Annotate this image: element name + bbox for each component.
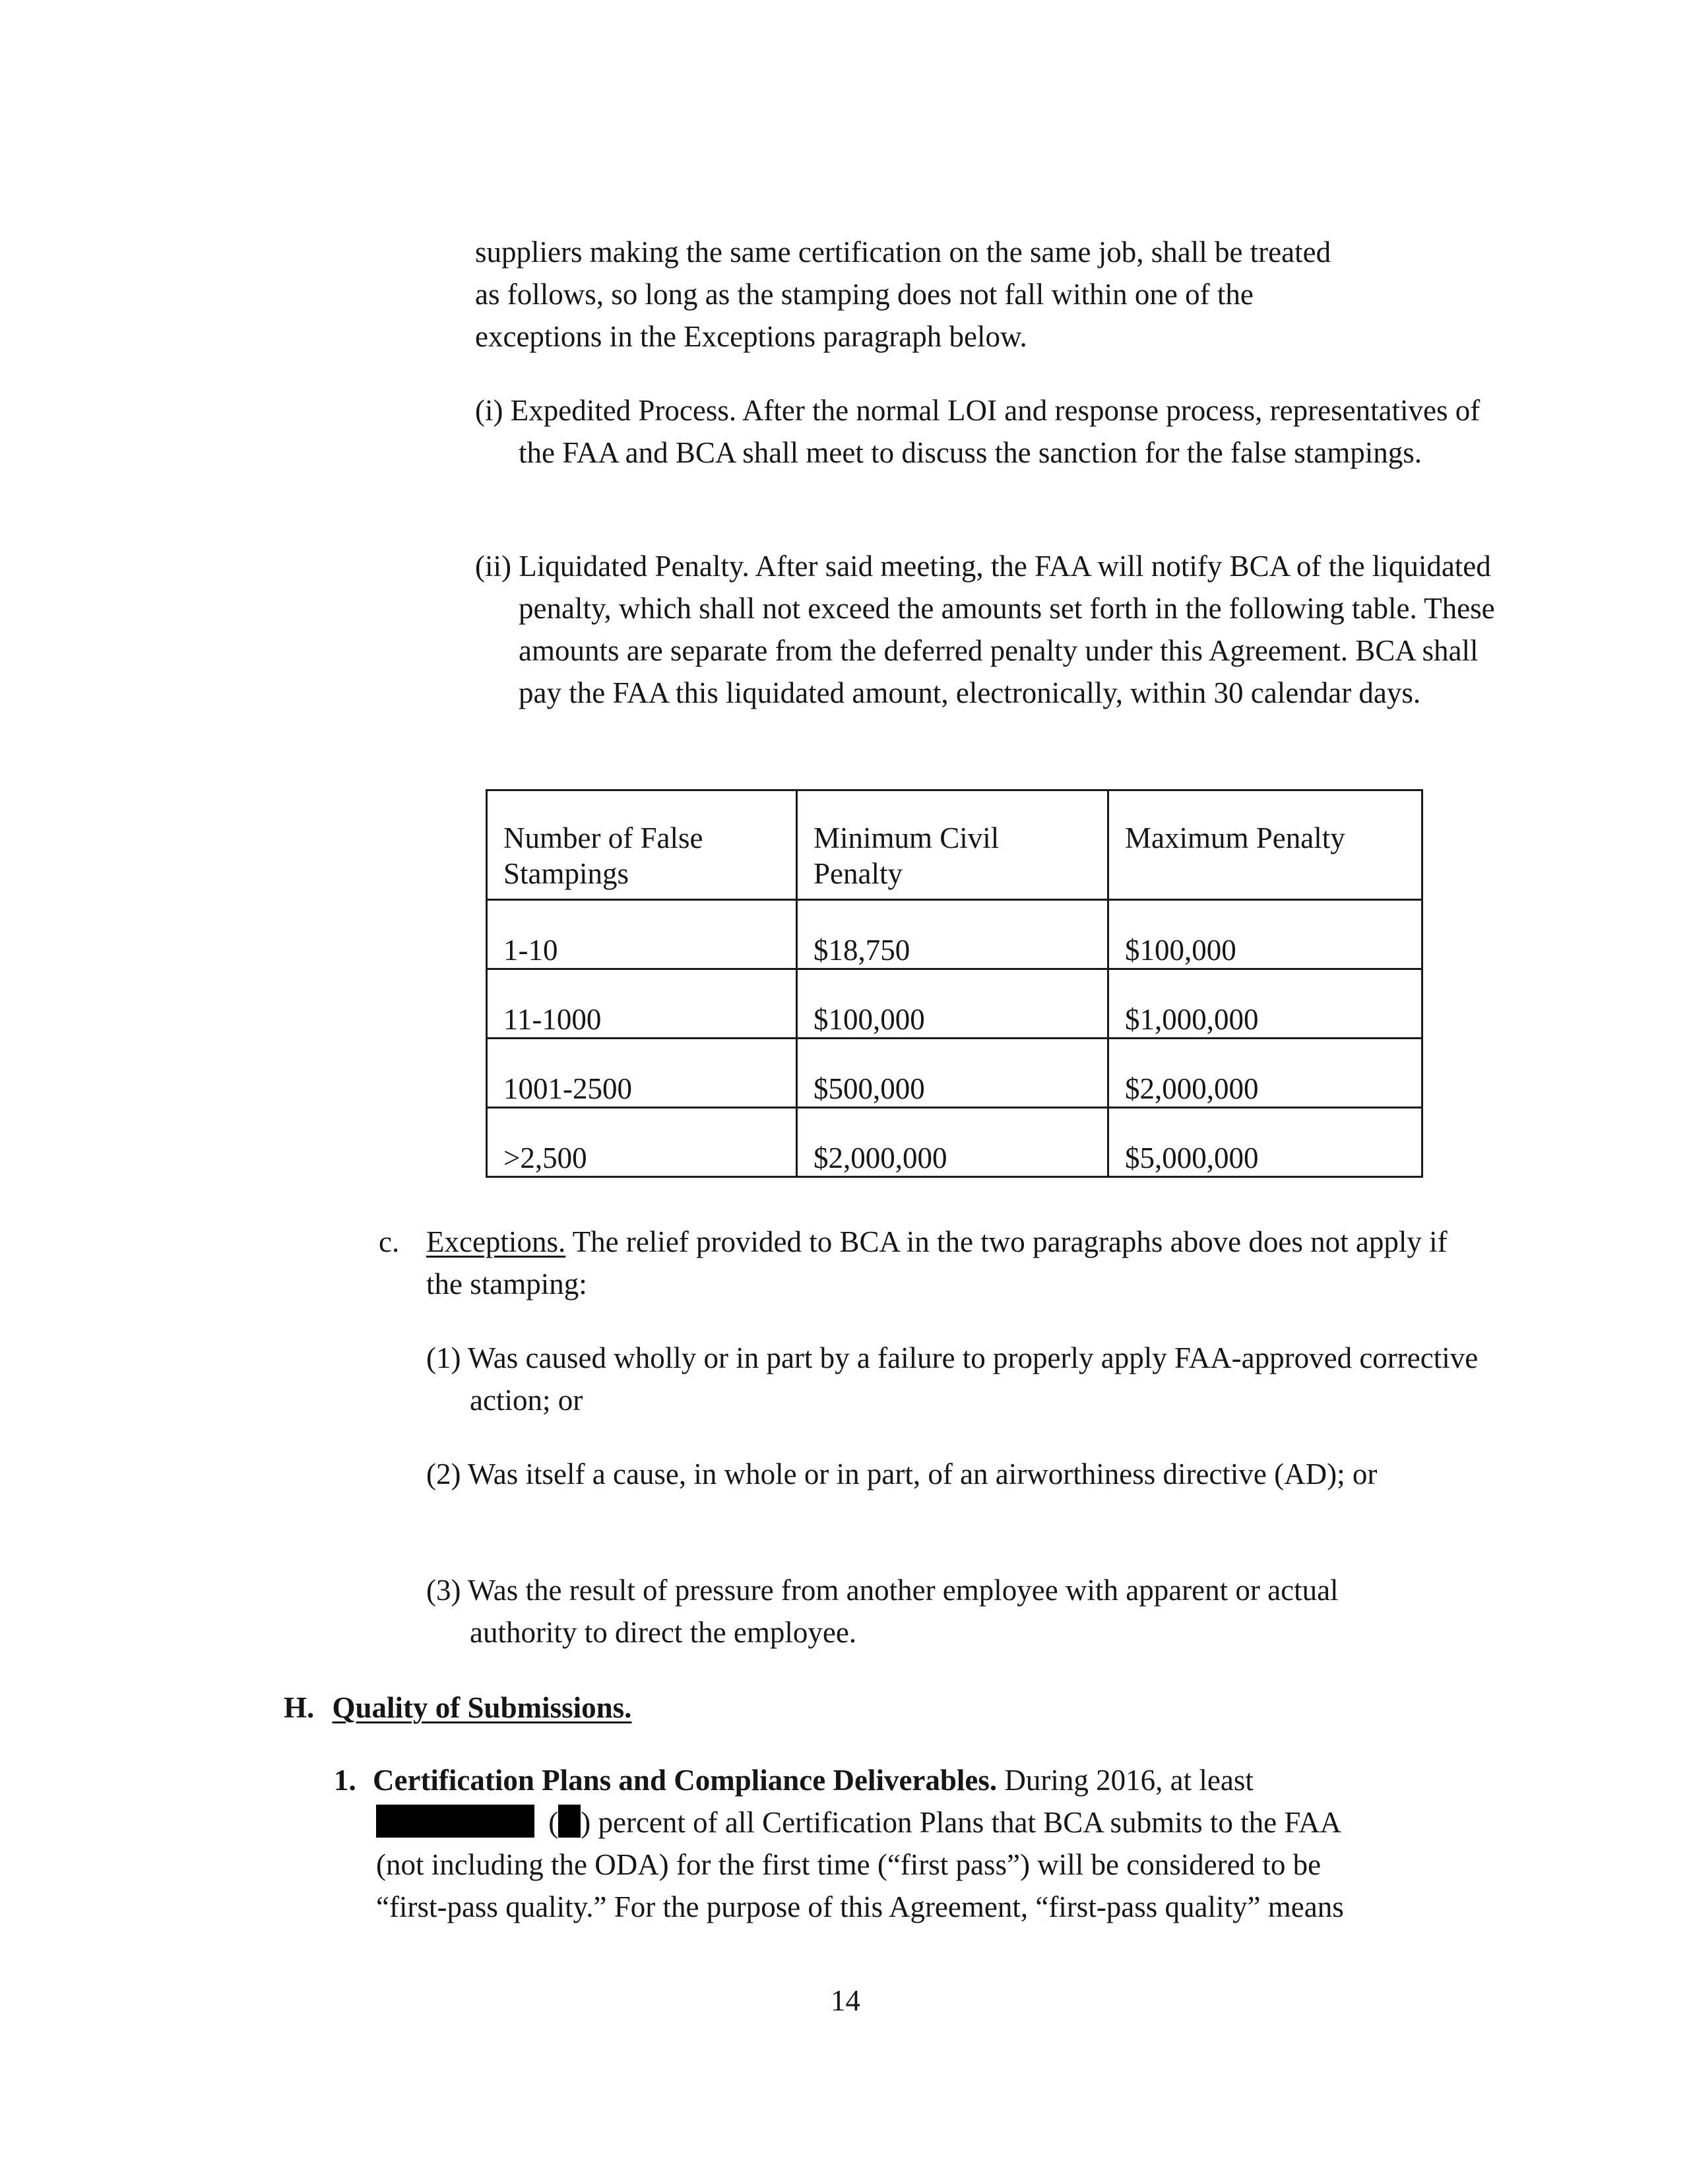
item-number: 1. [334,1764,356,1797]
section-heading [284,1686,631,1729]
item-text: Expedited Process. After the normal LOI and response process, representatives of the FAA and BCA shall meet to discuss the sanction for the false stampings. [510,394,1481,469]
table-row [487,900,1422,969]
exception-label: (1) [426,1341,461,1374]
item-label: (i) [475,394,503,427]
item-liquidated-penalty [475,545,1495,714]
exceptions-paragraph [379,1221,1461,1305]
table-header-cell: Maximum Penalty [1108,790,1422,900]
exception-label: (3) [426,1574,461,1607]
exceptions-text: The relief provided to BCA in the two paragraphs above does not apply if the stamping: [426,1225,1448,1301]
item-label: (ii) [475,550,511,583]
table-cell: $18,750 [797,900,1108,969]
item-line: “first-pass quality.” For the purpose of this Agreement, “first-pass quality” means [376,1890,1344,1923]
table-row [487,1039,1422,1108]
exception-item-2 [426,1453,1499,1495]
exceptions-label: c. [379,1225,400,1258]
table-cell: $100,000 [797,969,1108,1039]
item-text: During 2016, at least [997,1764,1254,1797]
item-title: Certification Plans and Compliance Deliverables. [373,1764,998,1797]
table-row [487,1108,1422,1177]
exception-text: Was itself a cause, in whole or in part, of an airworthiness directive (AD); or [467,1458,1378,1491]
exception-item-3 [426,1569,1407,1654]
exceptions-title: Exceptions. [426,1225,566,1258]
paren-open: ( [548,1806,559,1839]
table-cell: 1001-2500 [487,1039,797,1108]
exception-item-1 [426,1337,1499,1421]
table-header-row [487,790,1422,900]
table-cell: $500,000 [797,1039,1108,1108]
table-cell: $100,000 [1108,900,1422,969]
exception-label: (2) [426,1458,461,1491]
item-certification-plans [334,1759,1469,1928]
redaction-block [558,1805,581,1838]
intro-paragraph [475,231,1478,358]
exception-text: Was the result of pressure from another employee with apparent or actual authority to direct the employee. [467,1574,1339,1649]
redaction-block [376,1805,534,1838]
penalty-table [486,789,1423,1178]
intro-line: exceptions in the Exceptions paragraph below. [475,320,1027,353]
item-line: (not including the ODA) for the first time (“first pass”) will be considered to be [376,1848,1322,1881]
intro-line: as follows, so long as the stamping does not fall within one of the [475,278,1254,311]
exception-text: Was caused wholly or in part by a failure to properly apply FAA-approved corrective action; or [467,1341,1479,1417]
table-cell: $2,000,000 [1108,1039,1422,1108]
table-cell: $5,000,000 [1108,1108,1422,1177]
table-cell: 1-10 [487,900,797,969]
section-label: H. [284,1691,315,1724]
item-expedited-process [475,389,1488,474]
table-cell: $1,000,000 [1108,969,1422,1039]
page-number: 14 [831,1984,860,2017]
table-row [487,969,1422,1039]
item-text: Liquidated Penalty. After said meeting, the FAA will notify BCA of the liquidated penalty, which shall not exceed the amounts set forth in the following table. These amounts are separate from the deferred penalty under this Agreement. BCA shall pay the FAA this liquidated amount, electronically, within 30 calendar days. [519,550,1495,709]
table-header-cell: Number of False Stampings [487,790,797,900]
table-cell: 11-1000 [487,969,797,1039]
table-cell: $2,000,000 [797,1108,1108,1177]
item-text: ) percent of all Certification Plans that BCA submits to the FAA [581,1806,1342,1839]
table-header-cell: Minimum Civil Penalty [797,790,1108,900]
table-cell: >2,500 [487,1108,797,1177]
section-title: Quality of Submissions. [332,1691,632,1724]
intro-line: suppliers making the same certification on the same job, shall be treated [475,236,1331,269]
